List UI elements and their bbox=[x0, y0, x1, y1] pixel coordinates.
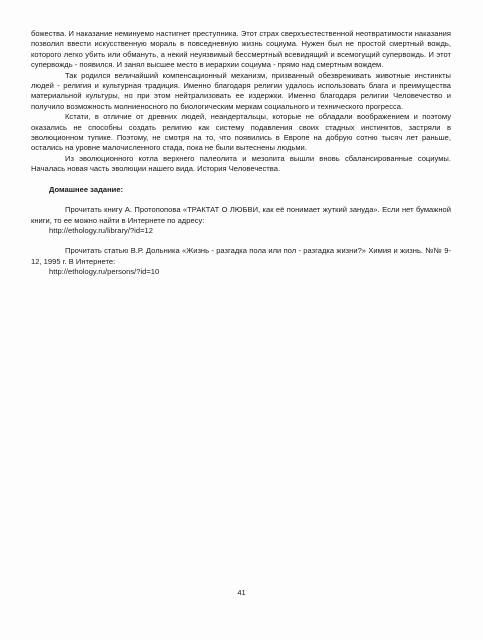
homework-task-1-url: http://ethology.ru/library/?id=12 bbox=[49, 225, 153, 235]
homework-task-1-text: Прочитать книгу А. Протопопова «ТРАКТАТ О ЛЮБВИ, как её понимает жуткий зануда». Если нет бумажной книги, то ее можно найти в Интернете по адресу: bbox=[31, 205, 451, 225]
homework-task-2-text: Прочитать статью В.Р. Дольника «Жизнь - разгадка пола или пол - разгадка жизни?» Химия и жизнь. №№ 9-12, 1995 г. В Интернете: bbox=[31, 246, 451, 266]
page-content bbox=[31, 29, 451, 278]
homework-task-2-url: http://ethology.ru/persons/?id=10 bbox=[49, 267, 160, 277]
page-number: 41 bbox=[237, 588, 246, 597]
spacer bbox=[31, 236, 451, 246]
paragraph-history-begins: Из эволюционного котла верхнего палеолита и мезолита вышли вновь сбалансированные социумы. Началась новая часть эволюции нашего вида. История Человечества. bbox=[31, 153, 451, 174]
paragraph-neanderthals: Кстати, в отличие от древних людей, неандертальцы, которые не обладали воображением и поэтому оказались не способны создать религию как систему подавления своих стадных инстинктов, застряли в эволюционном тупике. Поэтому, не смотря на то, что появились в Европе на добрую сотню тысяч лет раньше, остались на уровне малочисленного стада, пока не были вытеснены людьми. bbox=[31, 112, 451, 153]
paragraph-religion-origin: Так родился величайший компенсационный механизм, призванный обезвреживать животные инстинкты людей - религия и культурная традиция. Именно благодаря религии удалось использовать блага и преимущества материальной культуры, но при этом нейтрализовать ее издержки. Именно благодаря религии Человечество и получило возможность молниеносного по биологическим меркам социального и технического прогресса. bbox=[31, 70, 451, 111]
paragraph-continuation: божества. И наказание неминуемо настигнет преступника. Этот страх сверхъестественной неотвратимости наказания позволил ввести искусственную мораль в повседневную жизнь социума. Нужен был не простой смертный вождь, которого легко убить или обмануть, а некий неуязвимый бессмертный всевидящий и всемогущий супервождь. И этот супервождь - появился. И занял высшее место в иерархии социума - прямо над смертным вождем. bbox=[31, 29, 451, 70]
homework-title: Домашнее задание: bbox=[49, 184, 124, 194]
